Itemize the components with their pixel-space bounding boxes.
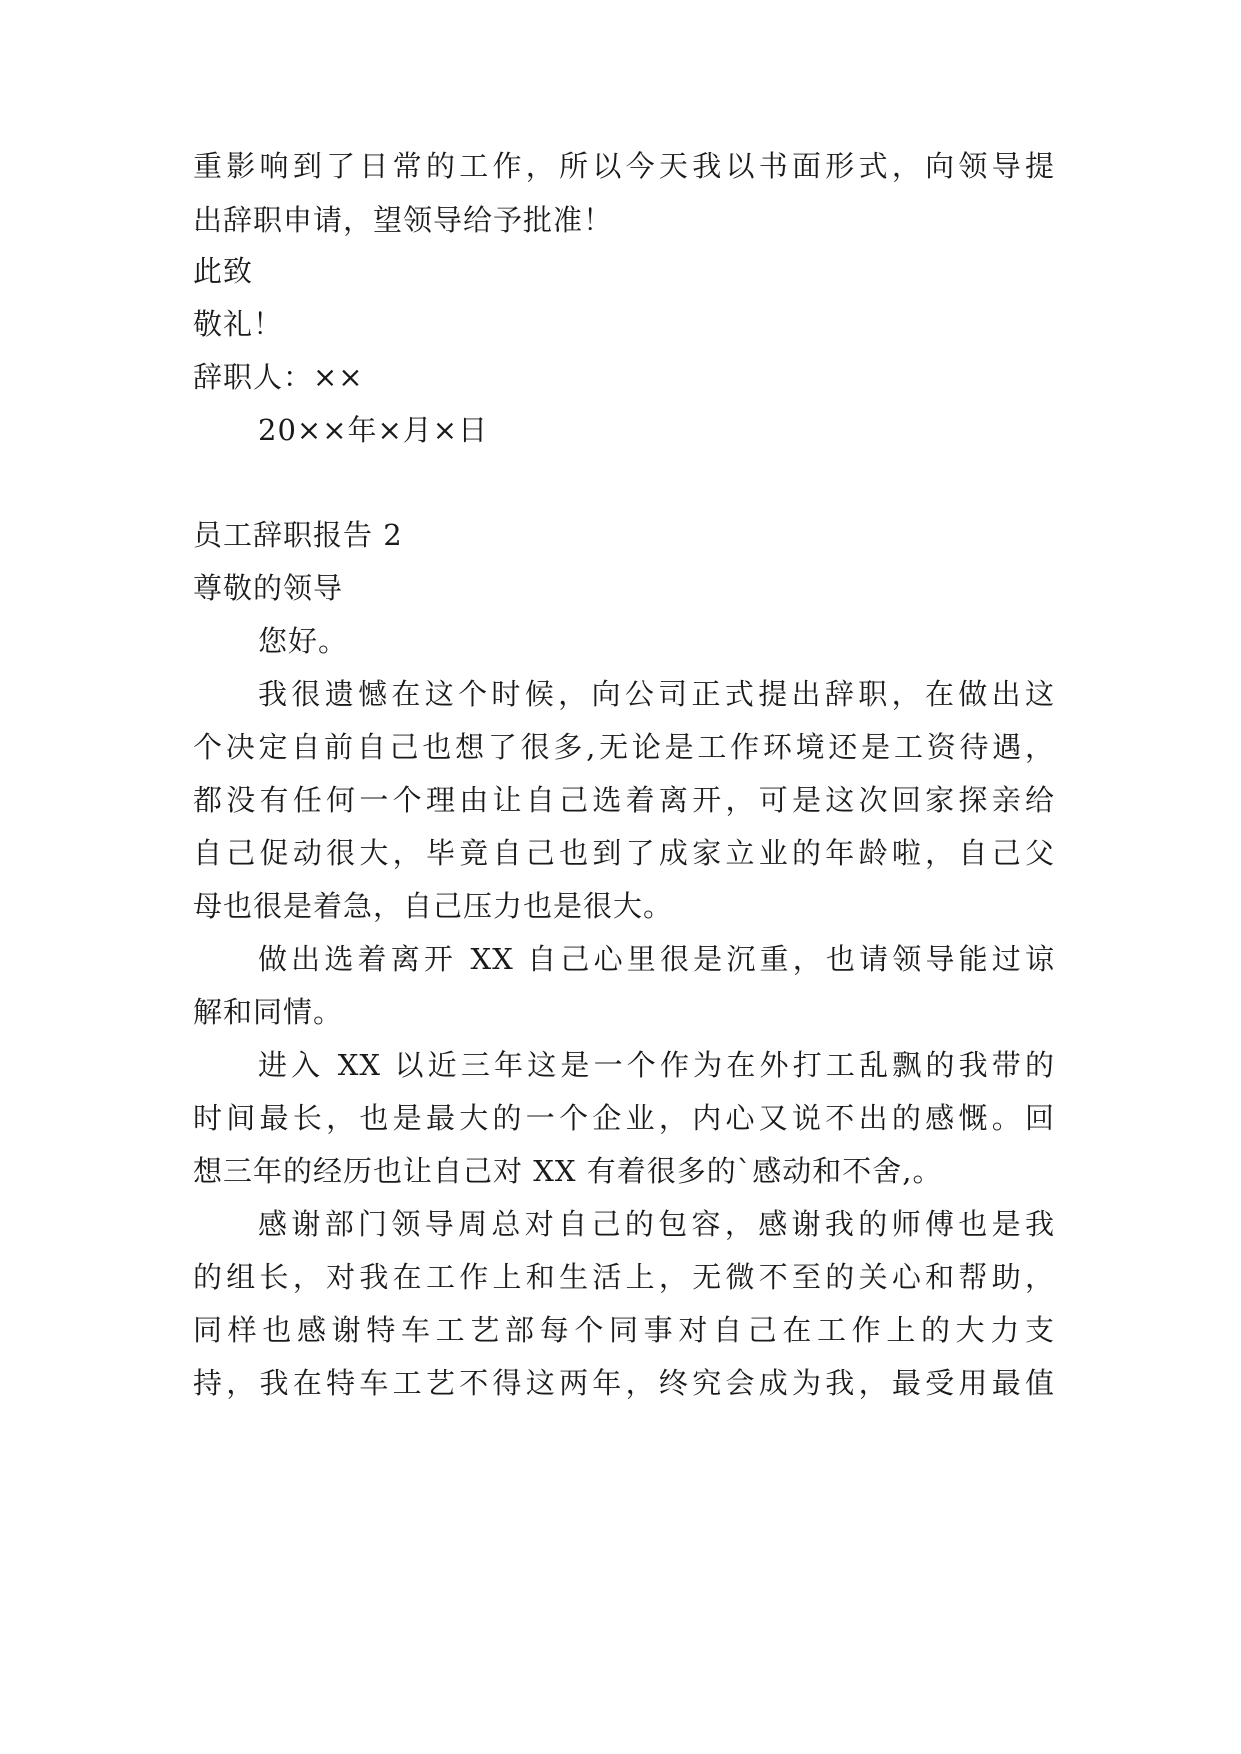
greeting: 您好。 [258, 624, 349, 658]
paragraph-line: 我很遗憾在这个时候，向公司正式提出辞职，在做出这 [258, 677, 1055, 711]
paragraph-line: 感谢部门领导周总对自己的包容，感谢我的师傅也是我 [258, 1207, 1055, 1241]
paragraph-line: 想三年的经历也让自己对 XX 有着很多的`感动和不舍,。 [193, 1154, 943, 1188]
paragraph-line: 进入 XX 以近三年这是一个作为在外打工乱飘的我带的 [258, 1048, 1055, 1082]
closing-line: 此致 [193, 254, 254, 288]
paragraph-line: 都没有任何一个理由让自己选着离开，可是这次回家探亲给 [193, 783, 1055, 817]
paragraph-line: 解和同情。 [193, 995, 344, 1029]
date-line: 20××年×月×日 [258, 413, 489, 447]
paragraph-line: 做出选着离开 XX 自己心里很是沉重，也请领导能过谅 [258, 942, 1055, 976]
paragraph-line: 重影响到了日常的工作，所以今天我以书面形式，向领导提 [193, 149, 1055, 183]
signer-line: 辞职人：×× [193, 360, 364, 394]
paragraph-line: 的组长，对我在工作上和生活上，无微不至的关心和帮助， [193, 1260, 1055, 1294]
paragraph-line: 同样也感谢特车工艺部每个同事对自己在工作上的大力支 [193, 1313, 1055, 1347]
salutation: 尊敬的领导 [193, 571, 344, 605]
paragraph-line: 个决定自前自己也想了很多,无论是工作环境还是工资待遇， [193, 730, 1055, 764]
section-title: 员工辞职报告 2 [193, 518, 403, 552]
paragraph-line: 持，我在特车工艺不得这两年，终究会成为我，最受用最值 [193, 1366, 1055, 1400]
paragraph-line: 自己促动很大，毕竟自己也到了成家立业的年龄啦，自己父 [193, 836, 1055, 870]
paragraph-line: 时间最长，也是最大的一个企业，内心又说不出的感慨。回 [193, 1101, 1055, 1135]
paragraph-line: 母也很是着急，自己压力也是很大。 [193, 889, 674, 923]
closing-line: 敬礼！ [193, 307, 284, 341]
paragraph-line: 出辞职申请，望领导给予批准！ [193, 203, 614, 237]
